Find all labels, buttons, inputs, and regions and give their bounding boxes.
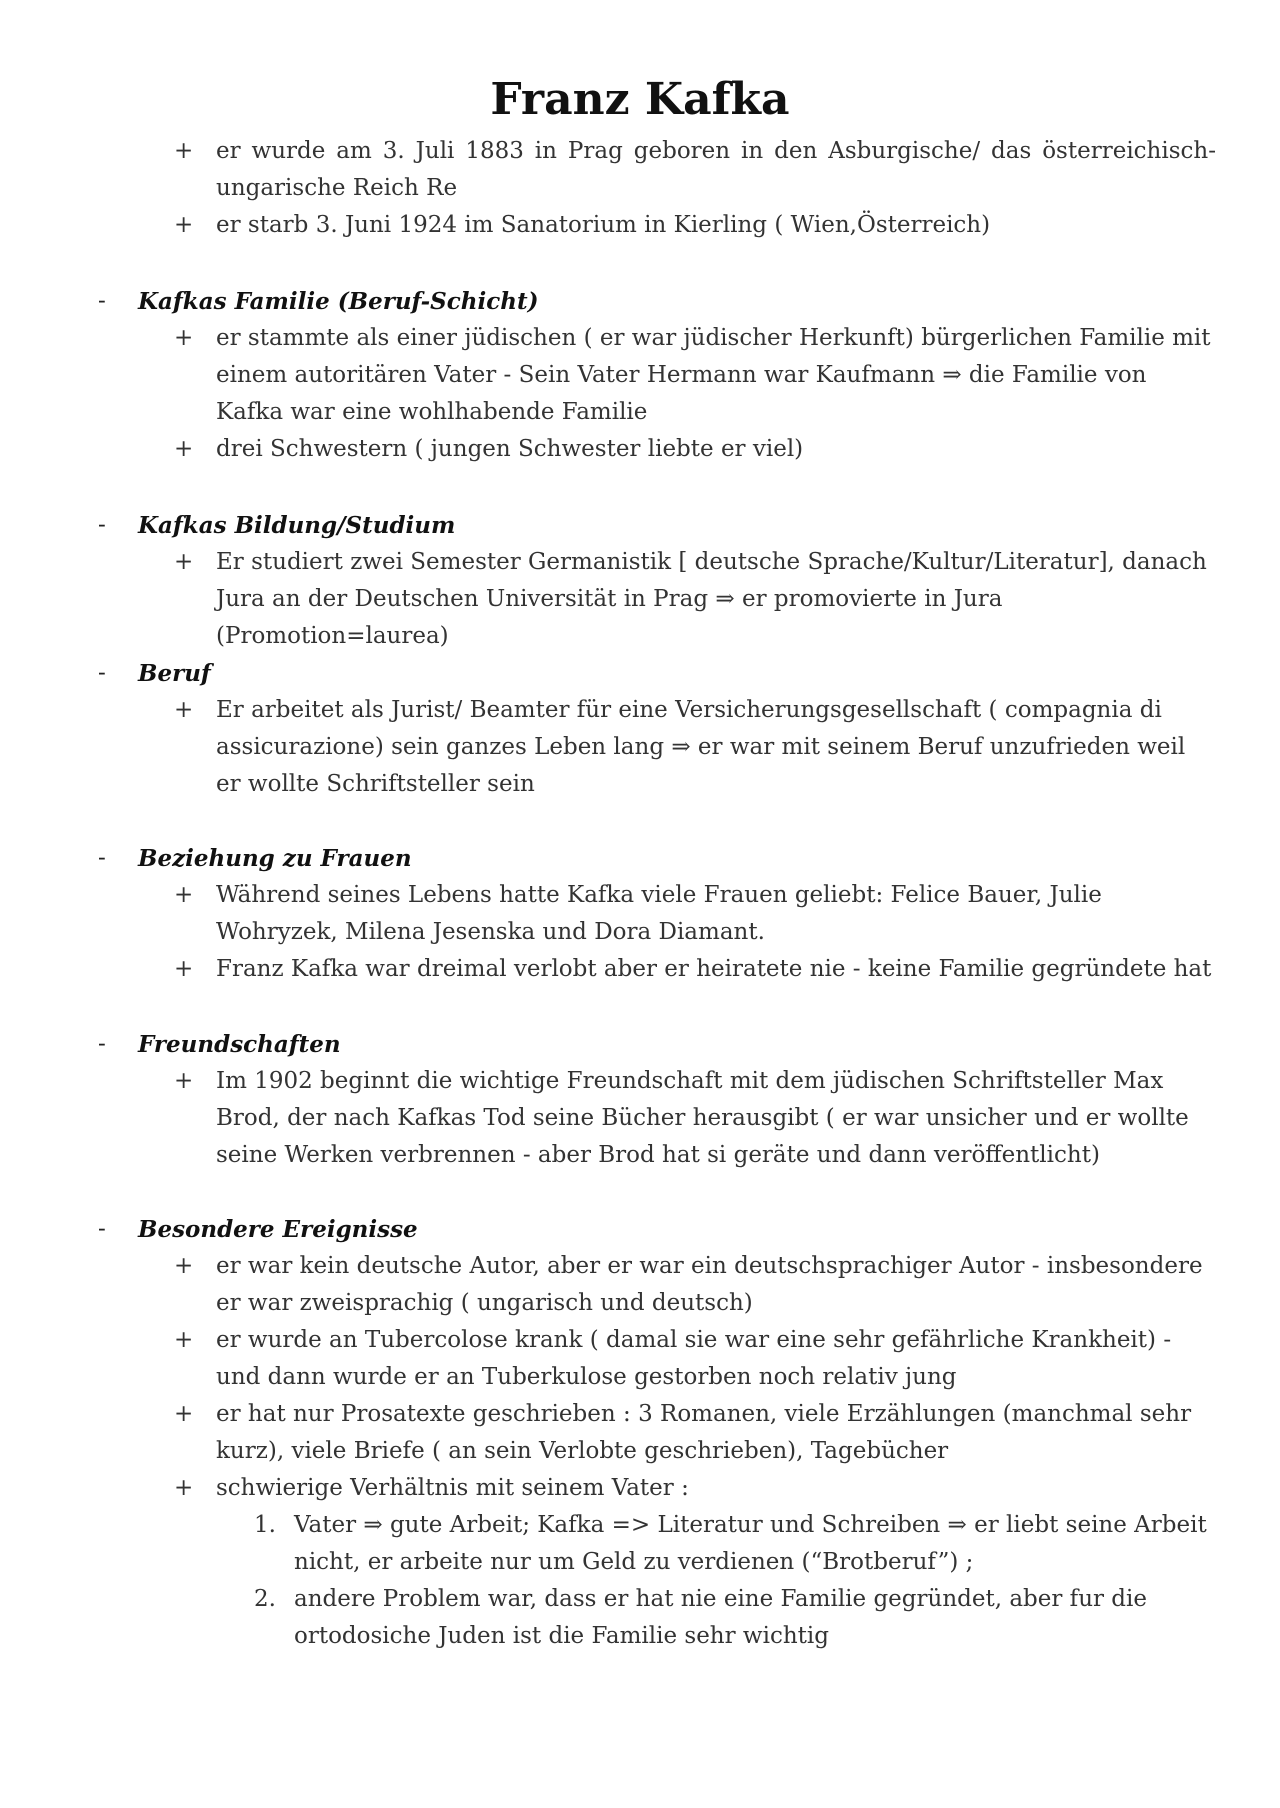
dash-bullet: - bbox=[98, 845, 106, 871]
list-item bbox=[0, 1470, 1280, 1507]
numbered-item bbox=[0, 1507, 1280, 1581]
item-number: 2. bbox=[254, 1586, 276, 1612]
list-item bbox=[0, 431, 1280, 468]
plus-bullet: + bbox=[174, 882, 194, 908]
list-item-text: er hat nur Prosatexte geschrieben : 3 Romanen, viele Erzählungen (manchmal sehr kurz), viele Briefe ( an sein Verlobte geschrieben), Tagebücher bbox=[216, 1401, 1192, 1464]
dash-bullet: - bbox=[98, 288, 106, 314]
list-item-text: er wurde am 3. Juli 1883 in Prag geboren in den Asburgische/ das österreichisch-ungarische Reich Re bbox=[216, 138, 1216, 201]
list-item-text: er stammte als einer jüdischen ( er war jüdischer Herkunft) bürgerlichen Familie mit einem autoritären Vater - Sein Vater Hermann war Kaufmann ⇒ die Familie von Kafka war eine wohlhabende Familie bbox=[216, 325, 1211, 425]
list-item bbox=[0, 1248, 1280, 1322]
list-item-text: er war kein deutsche Autor, aber er war ein deutschsprachiger Autor - insbesondere er war zweisprachig ( ungarisch und deutsch) bbox=[216, 1253, 1203, 1316]
list-item-text: Während seines Lebens hatte Kafka viele Frauen geliebt: Felice Bauer, Julie Wohryzek, Milena Jesenska und Dora Diamant. bbox=[216, 882, 1102, 945]
section-frauen bbox=[0, 840, 1280, 988]
section-freundschaften bbox=[0, 1026, 1280, 1174]
dash-bullet: - bbox=[98, 512, 106, 538]
plus-bullet: + bbox=[174, 325, 194, 351]
section-header bbox=[0, 840, 1280, 877]
dash-bullet: - bbox=[98, 1216, 106, 1242]
list-item-text: Er arbeitet als Jurist/ Beamter für eine Versicherungsgesellschaft ( compagnia di assicurazione) sein ganzes Leben lang ⇒ er war mit seinem Beruf unzufrieden weil er wollte Schriftsteller sein bbox=[216, 697, 1186, 797]
plus-bullet: + bbox=[174, 1327, 194, 1353]
plus-bullet: + bbox=[174, 1253, 194, 1279]
section-header bbox=[0, 1026, 1280, 1063]
list-item bbox=[0, 207, 1280, 244]
intro-list bbox=[0, 133, 1280, 244]
section-header bbox=[0, 655, 1280, 692]
list-item bbox=[0, 1063, 1280, 1174]
plus-bullet: + bbox=[174, 549, 194, 575]
section-heading: Kafkas Bildung/Studium bbox=[138, 512, 456, 539]
list-item bbox=[0, 133, 1280, 207]
list-item bbox=[0, 951, 1280, 988]
numbered-item bbox=[0, 1581, 1280, 1655]
dash-bullet: - bbox=[98, 1031, 106, 1057]
list-item bbox=[0, 877, 1280, 951]
plus-bullet: + bbox=[174, 212, 194, 238]
section-header bbox=[0, 283, 1280, 320]
list-item-text: schwierige Verhältnis mit seinem Vater : bbox=[216, 1475, 689, 1501]
section-beruf bbox=[0, 655, 1280, 803]
section-heading: Besondere Ereignisse bbox=[138, 1216, 418, 1243]
section-heading: Freundschaften bbox=[138, 1031, 341, 1058]
section-familie bbox=[0, 283, 1280, 468]
list-item-text: er wurde an Tubercolose krank ( damal sie war eine sehr gefährliche Krankheit) - und dann wurde er an Tuberkulose gestorben noch relativ jung bbox=[216, 1327, 1172, 1390]
numbered-item-text: Vater ⇒ gute Arbeit; Kafka => Literatur und Schreiben ⇒ er liebt seine Arbeit nicht, er arbeite nur um Geld zu verdienen (“Brotberuf”) ; bbox=[294, 1512, 1207, 1575]
page-title: Franz Kafka bbox=[490, 74, 790, 125]
plus-bullet: + bbox=[174, 697, 194, 723]
list-item bbox=[0, 320, 1280, 431]
list-item-text: er starb 3. Juni 1924 im Sanatorium in Kierling ( Wien,Österreich) bbox=[216, 212, 991, 238]
list-item bbox=[0, 544, 1280, 655]
section-header bbox=[0, 1211, 1280, 1248]
section-heading: Beziehung zu Frauen bbox=[138, 845, 412, 872]
plus-bullet: + bbox=[174, 1401, 194, 1427]
section-ereignisse bbox=[0, 1211, 1280, 1655]
plus-bullet: + bbox=[174, 1475, 194, 1501]
section-heading: Beruf bbox=[138, 660, 211, 687]
plus-bullet: + bbox=[174, 1068, 194, 1094]
numbered-list bbox=[0, 1507, 1280, 1655]
section-heading: Kafkas Familie (Beruf-Schicht) bbox=[138, 288, 539, 315]
section-bildung bbox=[0, 507, 1280, 655]
list-item-text: Im 1902 beginnt die wichtige Freundschaft mit dem jüdischen Schriftsteller Max Brod, der nach Kafkas Tod seine Bücher herausgibt ( er war unsicher und er wollte seine Werken verbrennen - aber Brod hat si geräte und dann veröffentlicht) bbox=[216, 1068, 1189, 1168]
list-item-text: Er studiert zwei Semester Germanistik [ deutsche Sprache/Kultur/Literatur], danach Jura an der Deutschen Universität in Prag ⇒ er promovierte in Jura (Promotion=laurea) bbox=[216, 549, 1207, 649]
section-header bbox=[0, 507, 1280, 544]
list-item-text: drei Schwestern ( jungen Schwester liebte er viel) bbox=[216, 436, 804, 462]
plus-bullet: + bbox=[174, 956, 194, 982]
dash-bullet: - bbox=[98, 660, 106, 686]
list-item bbox=[0, 1322, 1280, 1396]
numbered-item-text: andere Problem war, dass er hat nie eine Familie gegründet, aber fur die ortodosiche Juden ist die Familie sehr wichtig bbox=[294, 1586, 1147, 1649]
list-item bbox=[0, 1396, 1280, 1470]
list-item bbox=[0, 692, 1280, 803]
plus-bullet: + bbox=[174, 138, 194, 164]
item-number: 1. bbox=[254, 1512, 276, 1538]
plus-bullet: + bbox=[174, 436, 194, 462]
list-item-text: Franz Kafka war dreimal verlobt aber er heiratete nie - keine Familie gegründete hat bbox=[216, 956, 1212, 982]
